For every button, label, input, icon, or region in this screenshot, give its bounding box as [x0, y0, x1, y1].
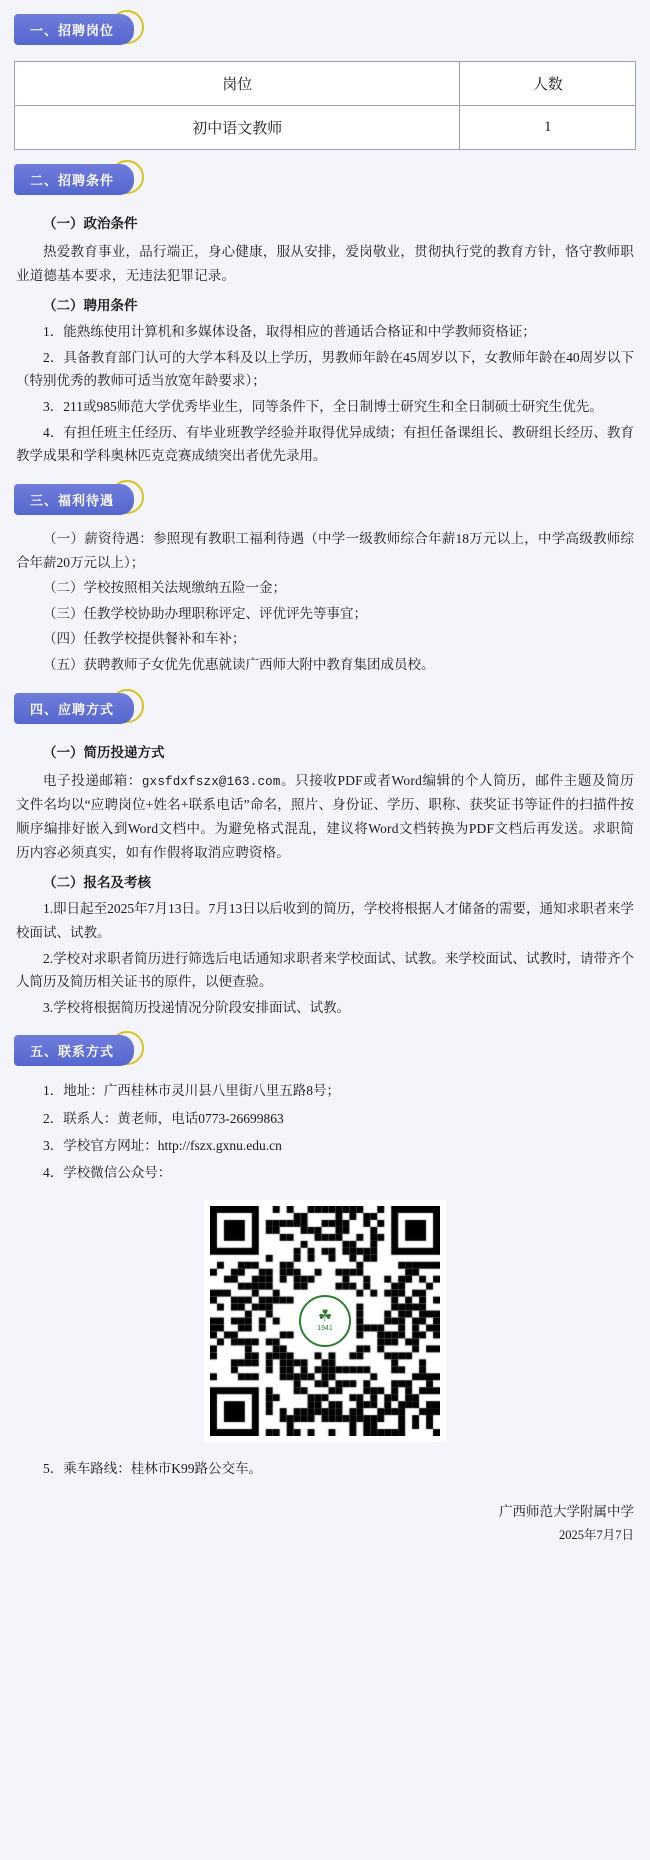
section-title-2: 二、招聘条件	[14, 164, 134, 195]
conditions-political-text: 热爱教育事业，品行端正，身心健康，服从安排，爱岗敬业，贯彻执行党的教育方针，恪守教师职业道德基本要求，无违法犯罪记录。	[16, 243, 634, 283]
conditions-body	[0, 213, 650, 468]
footer-date: 2025年7月7日	[558, 1528, 634, 1543]
apply-email-address: gxsfdxfszx@163.com	[141, 774, 281, 789]
section-heading-contact	[14, 1035, 134, 1066]
contact-address: 1．地址：广西桂林市灵川县八里街八里五路8号；	[43, 1083, 340, 1099]
benefits-body	[0, 527, 650, 677]
job-table	[14, 61, 636, 150]
school-logo-icon	[296, 1292, 354, 1350]
contact-website: 3．学校官方网址：http://fszx.gxnu.edu.cn	[43, 1137, 282, 1153]
apply-email-prefix: 电子投递邮箱：	[43, 772, 142, 788]
conditions-sub-political: （一）政治条件	[43, 216, 138, 231]
benefits-item-3: （三）任教学校协助办理职称评定、评优评先等事宜；	[43, 605, 367, 621]
benefits-item-2: （二）学校按照相关法规缴纳五险一金；	[43, 580, 286, 596]
apply-item-1: 1.即日起至2025年7月13日。7月13日以后收到的简历，学校将根据人才储备的需要，通知求职者来学校面试、试教。	[16, 901, 634, 940]
section-title-1: 一、招聘岗位	[14, 14, 134, 45]
table-header-count: 人数	[460, 62, 636, 106]
contact-bus-route: 5．乘车路线：桂林市K99路公交车。	[43, 1460, 262, 1476]
apply-item-3: 3.学校将根据简历投递情况分阶段安排面试、试教。	[43, 999, 351, 1015]
conditions-sub-employment: （二）聘用条件	[43, 298, 138, 314]
section-heading-benefits	[14, 484, 134, 515]
leaf-glyph: ☘	[317, 1307, 333, 1325]
conditions-item-4: 4．有担任班主任经历、有毕业班教学经验并取得优异成绩；有担任备课组长、教研组长经历、教育教学成果和学科奥林匹克竞赛成绩突出者优先录用。	[16, 424, 634, 464]
section-heading-apply	[14, 693, 134, 724]
table-header-position: 岗位	[15, 62, 460, 106]
qr-logo-year: 1941	[317, 1324, 333, 1332]
table-header-row	[15, 62, 636, 106]
conditions-item-1: 1．能熟练使用计算机和多媒体设备，取得相应的普通话合格证和中学教师资格证；	[43, 324, 536, 340]
cell-count: 1	[460, 106, 636, 150]
apply-sub-registration: （二）报名及考核	[43, 875, 151, 891]
section-title-5: 五、联系方式	[14, 1035, 134, 1066]
job-table-wrapper	[14, 61, 636, 150]
apply-resume-text	[16, 769, 634, 865]
benefits-item-4: （四）任教学校提供餐补和车补；	[43, 631, 246, 647]
apply-item-2: 2.学校对求职者简历进行筛选后电话通知求职者来学校面试、试教。来学校面试、试教时，请带齐个人简历及简历相关证书的原件，以便查验。	[16, 950, 634, 990]
conditions-item-2: 2．具备教育部门认可的大学本科及以上学历，男教师年龄在45周岁以下，女教师年龄在40周岁以下（特别优秀的教师可适当放宽年龄要求）；	[16, 349, 634, 389]
footer-organization: 广西师范大学附属中学	[499, 1503, 634, 1519]
contact-person: 2．联系人：黄老师，电话0773-26699863	[43, 1110, 284, 1126]
contact-body	[0, 1079, 650, 1480]
qr-code-icon	[204, 1200, 446, 1442]
conditions-item-3: 3．211或985师范大学优秀毕业生，同等条件下，全日制博士研究生和全日制硕士研究生优先。	[43, 399, 603, 414]
benefits-item-1: （一）薪资待遇：参照现有教职工福利待遇（中学一级教师综合年薪18万元以上，中学高级教师综合年薪20万元以上）；	[16, 530, 634, 570]
benefits-item-5: （五）获聘教师子女优先优惠就读广西师大附中教育集团成员校。	[43, 657, 435, 672]
contact-wechat-label: 4．学校微信公众号：	[43, 1165, 172, 1181]
apply-sub-resume: （一）简历投递方式	[43, 744, 165, 760]
section-heading-jobs	[14, 14, 134, 45]
apply-body	[0, 742, 650, 1020]
section-title-3: 三、福利待遇	[14, 484, 134, 515]
section-heading-conditions	[14, 164, 134, 195]
table-row	[15, 106, 636, 150]
document-footer	[0, 1484, 650, 1551]
qr-code-wrapper	[16, 1200, 634, 1447]
cell-position: 初中语文教师	[15, 106, 460, 150]
apply-email-suffix: 。只接收PDF或者Word编辑的个人简历，邮件主题及简历文件名均以“应聘岗位+姓名+联系电话”命名，照片、身份证、学历、职称、获奖证书等证件的扫描件按顺序编排好嵌入到Word文档中。为避免格式混乱，建议将Word文档转换为PDF文档后再发送。求职简历内容必须真实，如有作假将取消应聘资格。	[16, 772, 634, 860]
section-title-4: 四、应聘方式	[14, 693, 134, 724]
